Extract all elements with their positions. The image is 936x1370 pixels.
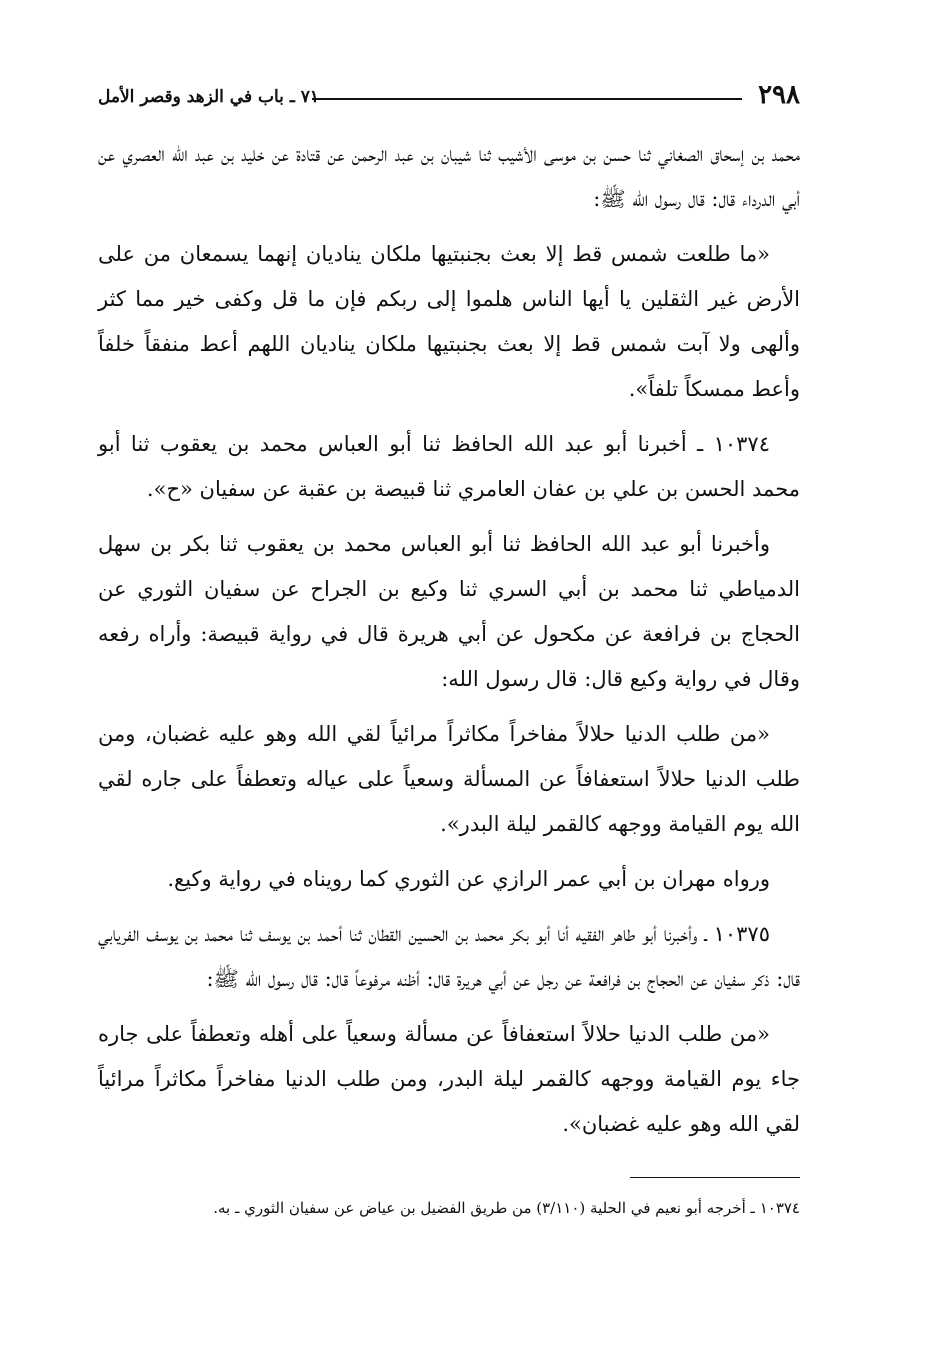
page-number: ٢٩٨ — [758, 80, 800, 110]
paragraph-hadith-3: «من طلب الدنيا حلالاً استعفافاً عن مسألة وسعياً على أهله وتعطفاً على جاره جاء يوم القيامة ووجهه كالقمر ليلة البدر، ومن طلب الدنيا مفاخراً مكاثراً مرائياً لقي الله وهو عليه غضبان». — [98, 1022, 800, 1136]
header-rule — [312, 98, 742, 100]
footnote-rule — [630, 1177, 800, 1178]
paragraph-10375: ١٠٣٧٥ ـ وأخبرنا أبو طاهر الفقيه أنا أبو بكر محمد بن الحسين القطان ثنا أحمد بن يوسف ثنا محمد بن يوسف الفريابي قال: ذكر سفيان عن الحجاج بن فرافعة عن رجل عن أبي هريرة قال: أظنه مرفوعاً قال: قال رسول الله ﷺ: — [98, 922, 800, 991]
paragraph-riwaya-note: ورواه مهران بن أبي عمر الرازي عن الثوري كما رويناه في رواية وكيع. — [167, 867, 770, 891]
paragraph-isnad-2: وأخبرنا أبو عبد الله الحافظ ثنا أبو العباس محمد بن يعقوب ثنا بكر بن سهل الدمياطي ثنا محمد بن أبي السري ثنا وكيع بن الجراح عن سفيان الثوري عن الحجاج بن فرافعة عن مكحول عن أبي هريرة قال في رواية قبيصة: وأراه رفعه وقال في رواية وكيع قال: قال رسول الله: — [98, 532, 800, 691]
book-page — [98, 78, 800, 1235]
footnote: ١٠٣٧٤ ـ أخرجه أبو نعيم في الحلية (٣/١١٠) من طريق الفضيل بن عياض عن سفيان الثوري ـ به. — [213, 1199, 800, 1217]
running-title: ٧١ ـ باب في الزهد وقصر الأمل — [98, 87, 319, 107]
paragraph-10374: ١٠٣٧٤ ـ أخبرنا أبو عبد الله الحافظ ثنا أبو العباس محمد بن يعقوب ثنا أبو محمد الحسن بن علي بن عفان العامري ثنا قبيصة بن عقبة عن سفيان «ح». — [98, 432, 800, 501]
paragraph-hadith-1: «ما طلعت شمس قط إلا بعث بجنبتيها ملكان يناديان إنهما يسمعان من على الأرض غير الثقلين يا أيها الناس هلموا إلى ربكم فإن ما قل وكفى خير مما كثر وألهى ولا آبت شمس قط إلا بعث بجنبتيها ملكان يناديان اللهم أعط منفقاً خلفاً وأعط ممسكاً تلفاً». — [98, 242, 800, 401]
paragraph-hadith-2: «من طلب الدنيا حلالاً مفاخراً مكاثراً مرائياً لقي الله وهو عليه غضبان، ومن طلب الدنيا حلالاً استعفافاً عن المسألة وسعياً على عياله وتعطفاً على جاره لقي الله يوم القيامة ووجهه كالقمر ليلة البدر». — [98, 722, 800, 836]
page-header — [98, 78, 800, 118]
page-body — [98, 132, 800, 1147]
paragraph-isnad-1: محمد بن إسحاق الصغاني ثنا حسن بن موسى الأشيب ثنا شيبان بن عبد الرحمن عن قتادة عن خليد بن عبد الله العصري عن أبي الدرداء قال: قال رسول الله ﷺ: — [98, 142, 800, 211]
